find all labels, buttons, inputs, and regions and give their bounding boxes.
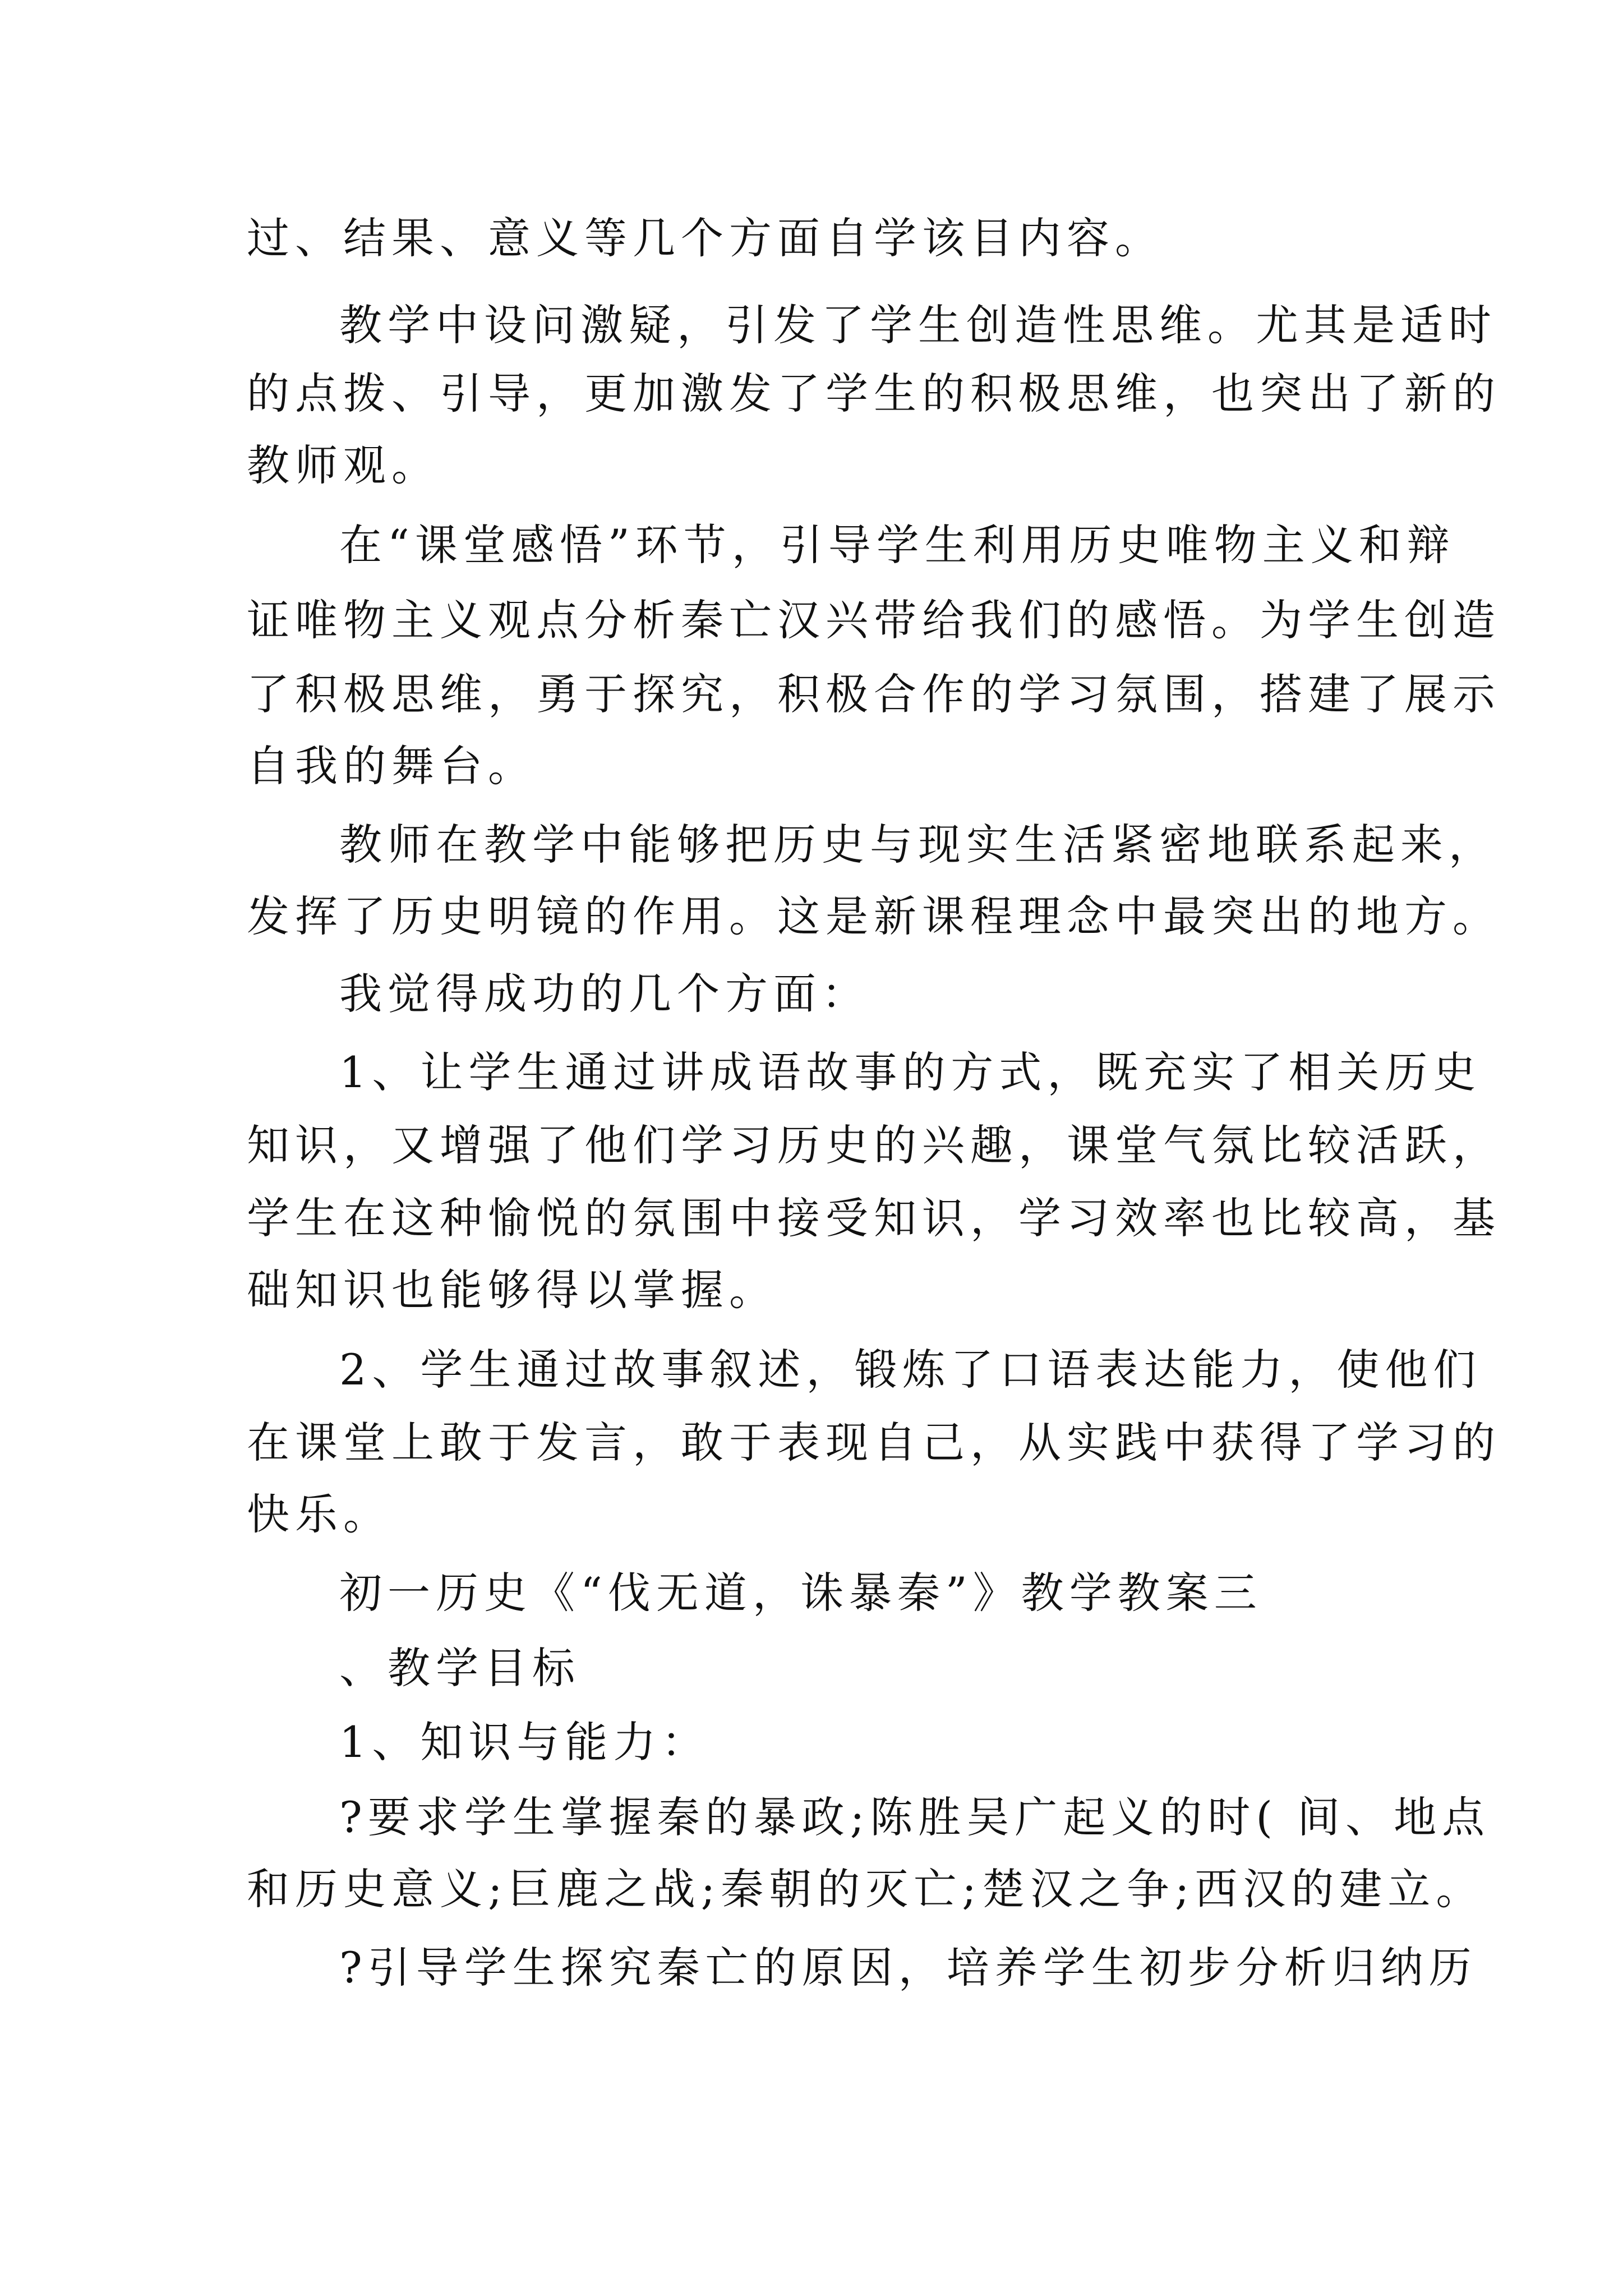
text-line-22: ?要求学生掌握秦的暴政;陈胜吴广起义的时( 间、地点 [339, 1792, 1491, 1842]
text-line-19: 初一历史《“伐无道，诛暴秦”》教学教案三 [339, 1568, 1262, 1618]
text-line-16: 2、学生通过故事叙述，锻炼了口语表达能力，使他们 [339, 1345, 1482, 1395]
text-line-18: 快乐。 [247, 1489, 391, 1539]
text-line-17: 在课堂上敢于发言，敢于表现自己，从实践中获得了学习的 [247, 1418, 1501, 1467]
text-line-13: 知识，又增强了他们学习历史的兴趣，课堂气氛比较活跃， [247, 1120, 1501, 1170]
text-line-23: 和历史意义;巨鹿之战;秦朝的灭亡;楚汉之争;西汉的建立。 [247, 1864, 1484, 1914]
text-line-1: 过、结果、意义等几个方面自学该目内容。 [247, 213, 1163, 263]
text-line-24: ?引导学生探究秦亡的原因，培养学生初步分析归纳历 [339, 1943, 1477, 1993]
text-line-14: 学生在这种愉悦的氛围中接受知识，学习效率也比较高，基 [247, 1193, 1501, 1243]
text-line-10: 发挥了历史明镜的作用。这是新课程理念中最突出的地方。 [247, 891, 1501, 941]
text-line-12: 1、让学生通过讲成语故事的方式，既充实了相关历史 [339, 1047, 1482, 1097]
text-line-8: 自我的舞台。 [247, 741, 536, 791]
text-line-9: 教师在教学中能够把历史与现实生活紧密地联系起来， [339, 820, 1497, 869]
text-line-11: 我觉得成功的几个方面： [339, 969, 870, 1019]
text-line-7: 了积极思维，勇于探究，积极合作的学习氛围，搭建了展示 [247, 669, 1501, 719]
text-line-4: 教师观。 [247, 440, 440, 490]
text-line-20: 、教学目标 [339, 1643, 580, 1693]
text-line-21: 1、知识与能力： [339, 1717, 710, 1767]
text-line-6: 证唯物主义观点分析秦亡汉兴带给我们的感悟。为学生创造 [247, 595, 1501, 645]
text-line-15: 础知识也能够得以掌握。 [247, 1265, 777, 1315]
text-line-5: 在“课堂感悟”环节，引导学生利用历史唯物主义和辩 [339, 520, 1455, 570]
text-line-3: 的点拨、引导，更加激发了学生的积极思维，也突出了新的 [247, 369, 1501, 418]
text-line-2: 教学中设问激疑，引发了学生创造性思维。尤其是适时 [339, 300, 1497, 350]
